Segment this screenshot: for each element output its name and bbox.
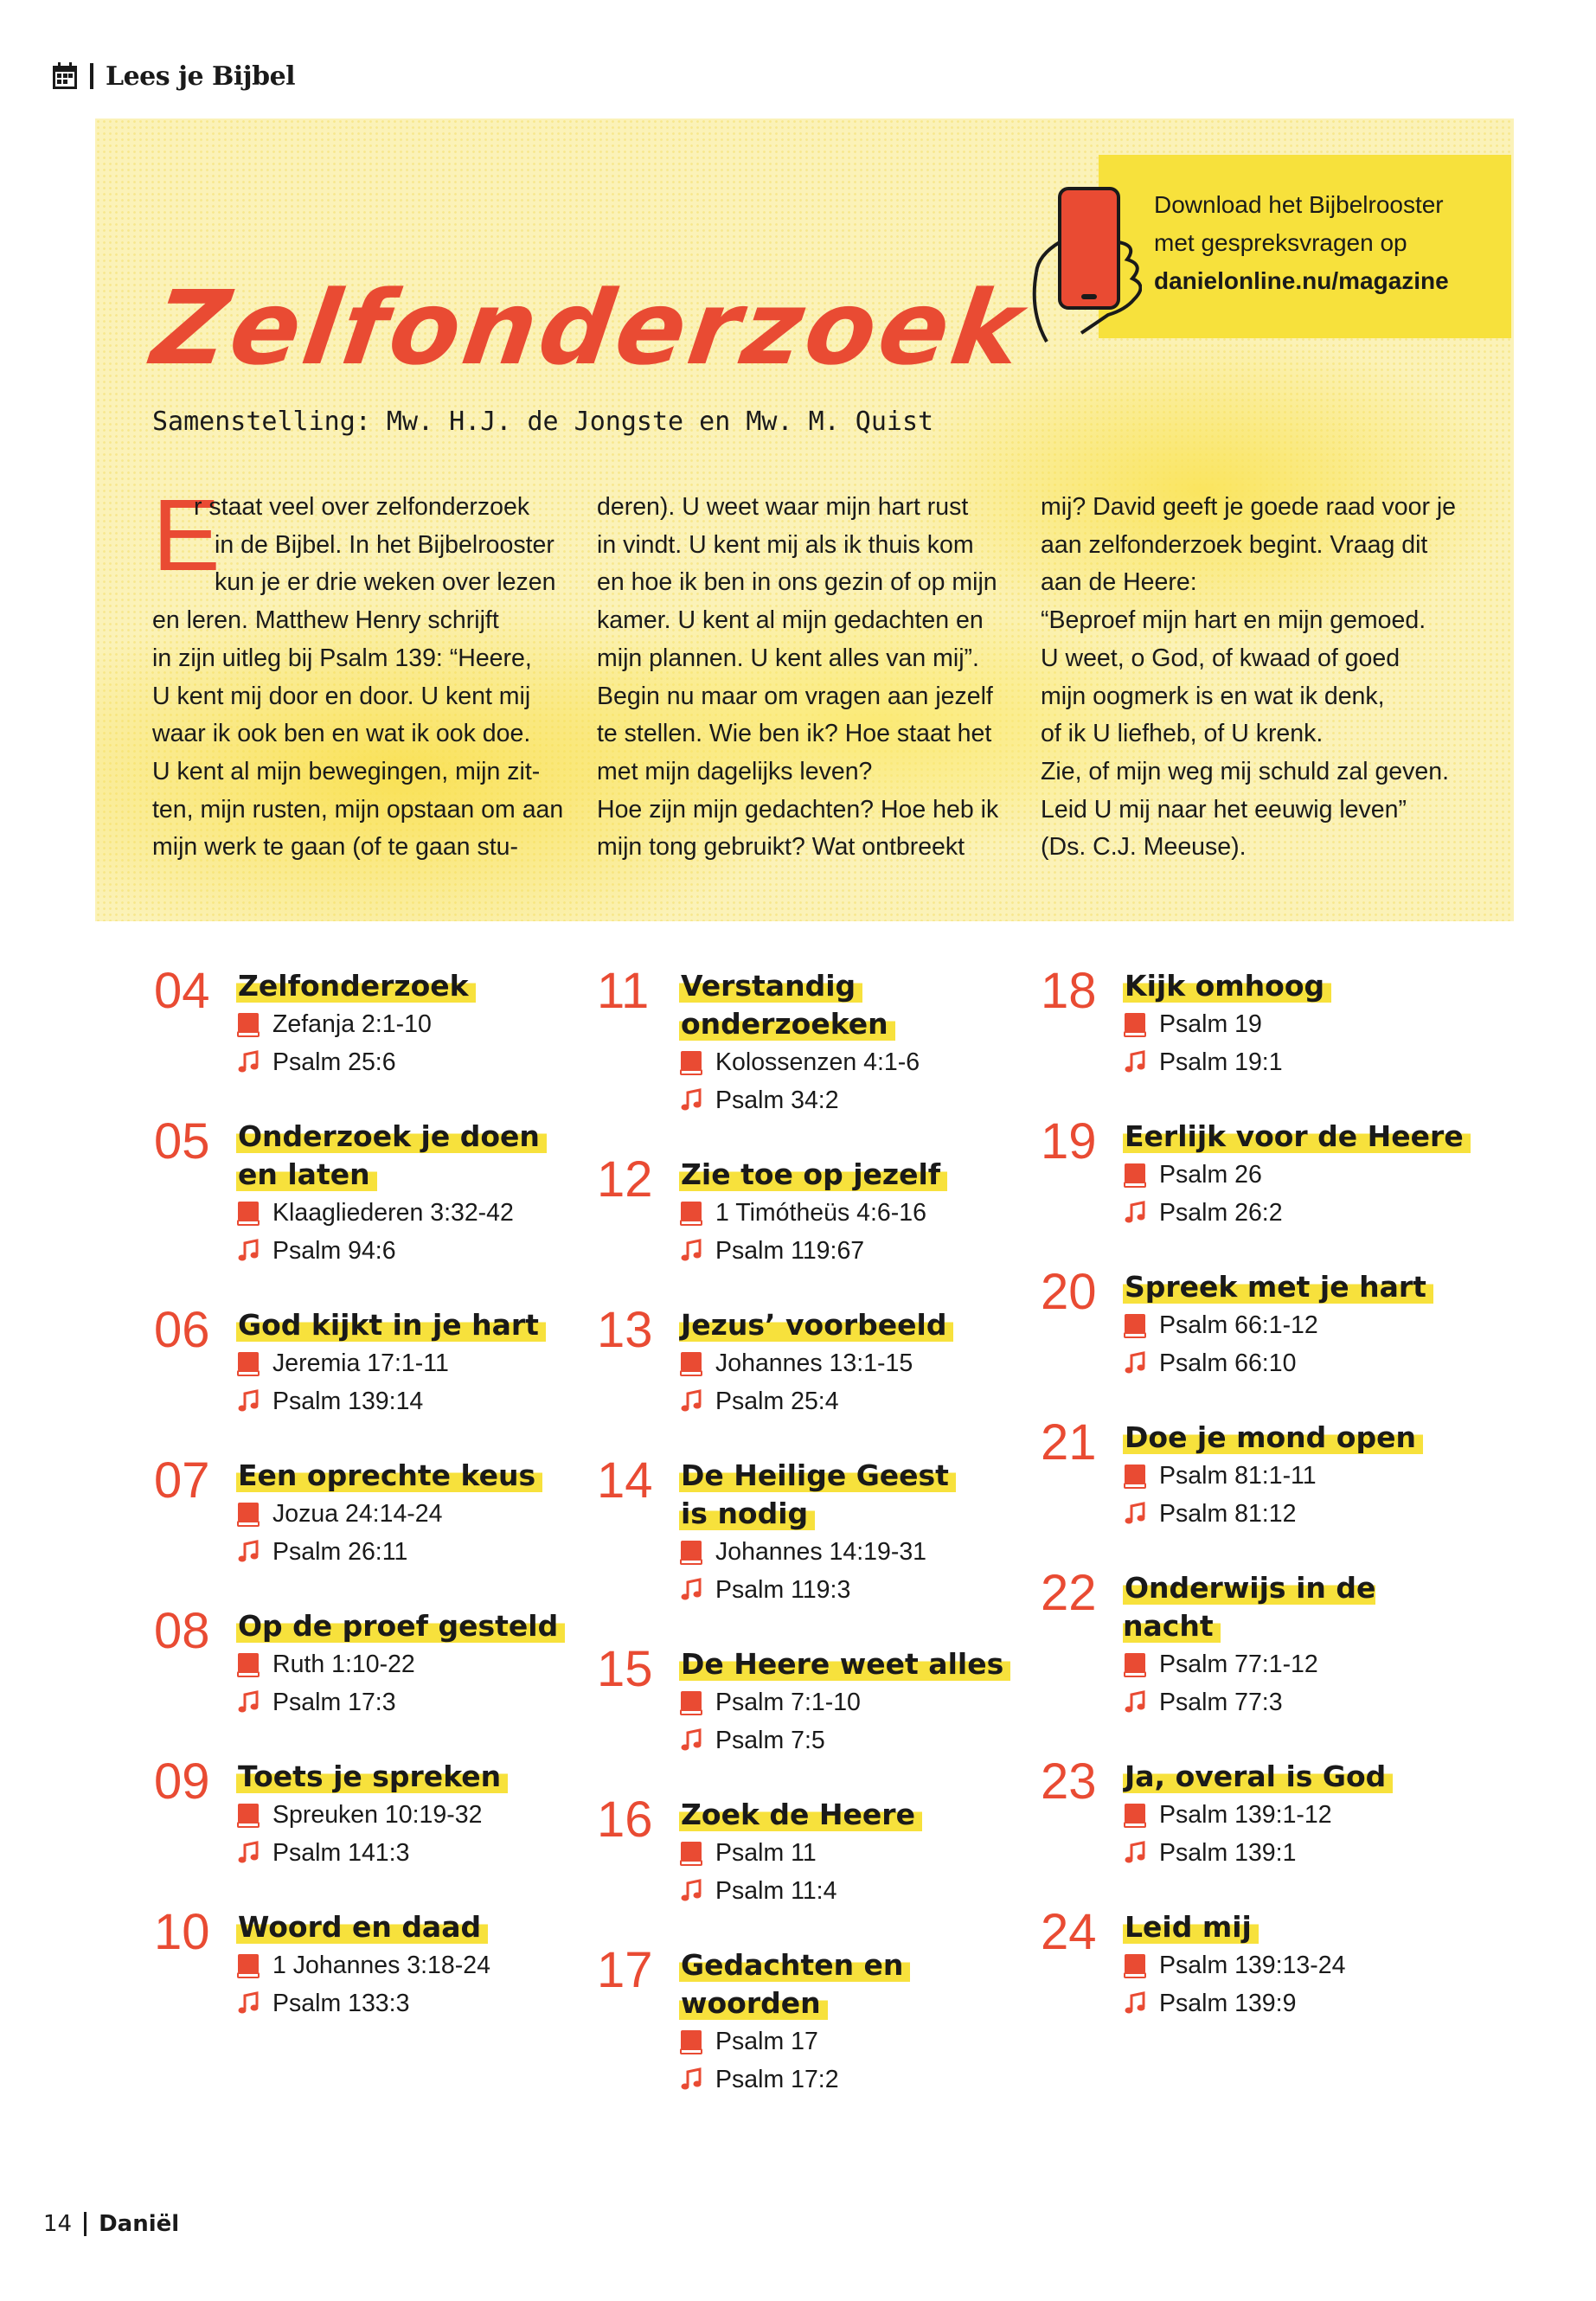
reading-ref: Psalm 11 (715, 1838, 817, 1867)
schedule-entry (154, 1753, 586, 1872)
psalm-ref: Psalm 119:67 (715, 1236, 865, 1265)
intro-line: en leren. Matthew Henry schrijft (152, 606, 499, 635)
bible-icon (679, 2029, 703, 2054)
psalm-reference (1123, 1683, 1473, 1721)
entry-title (1123, 1908, 1473, 1946)
psalm-reference (679, 1081, 1029, 1119)
entry-title-line: Zoek de Heere (679, 1798, 922, 1831)
reading-ref: Spreuken 10:19-32 (272, 1800, 483, 1829)
bible-icon (236, 1200, 260, 1226)
bible-icon (1123, 1162, 1147, 1188)
bible-reading (236, 1344, 586, 1382)
music-note-icon (1123, 1689, 1147, 1715)
day-number: 16 (597, 1791, 653, 1848)
day-number: 14 (597, 1452, 653, 1509)
entry-title-line: Een oprechte keus (236, 1458, 542, 1492)
psalm-reference (1123, 1495, 1473, 1533)
psalm-ref: Psalm 81:12 (1159, 1499, 1297, 1528)
schedule-entry (597, 1452, 1029, 1609)
bible-icon (236, 1802, 260, 1828)
intro-line: mijn werk te gaan (of te gaan stu- (152, 833, 518, 862)
psalm-reference (236, 1834, 586, 1872)
day-number: 08 (154, 1603, 210, 1659)
music-note-icon (679, 1087, 703, 1113)
bible-reading (236, 1796, 586, 1834)
music-note-icon (236, 1238, 260, 1264)
bible-icon (679, 1689, 703, 1715)
psalm-ref: Psalm 139:9 (1159, 1989, 1297, 2017)
reading-ref: Klaagliederen 3:32-42 (272, 1198, 514, 1227)
psalm-ref: Psalm 141:3 (272, 1838, 410, 1867)
bible-reading (1123, 1306, 1473, 1344)
psalm-reference (679, 1571, 1029, 1609)
bible-reading (679, 1194, 1029, 1232)
bible-reading (236, 1194, 586, 1232)
reading-ref: Psalm 139:1-12 (1159, 1800, 1332, 1829)
psalm-ref: Psalm 26:2 (1159, 1198, 1283, 1227)
music-note-icon (236, 1539, 260, 1565)
reading-ref: Zefanja 2:1-10 (272, 1009, 432, 1038)
entry-title (1123, 1118, 1473, 1156)
music-note-icon (679, 2067, 703, 2093)
psalm-ref: Psalm 94:6 (272, 1236, 396, 1265)
reading-ref: Psalm 66:1-12 (1159, 1311, 1318, 1339)
reading-ref: 1 Johannes 3:18-24 (272, 1951, 490, 1979)
schedule-column-1 (154, 963, 586, 2059)
download-link[interactable]: danielonline.nu/magazine (1154, 267, 1449, 294)
bible-reading (1123, 1156, 1473, 1194)
entry-title-line: Zelfonderzoek (236, 969, 476, 1003)
running-header (52, 57, 295, 95)
bible-icon (236, 1011, 260, 1037)
psalm-reference (1123, 1043, 1473, 1081)
entry-title-line: Zie toe op jezelf (679, 1157, 947, 1191)
entry-title (679, 1645, 1029, 1683)
reading-ref: Psalm 19 (1159, 1009, 1262, 1038)
entry-title (236, 1607, 586, 1645)
entry-title (679, 1946, 1029, 2022)
magazine-name: Daniël (99, 2211, 180, 2237)
psalm-reference (236, 1043, 586, 1081)
entry-title (679, 1796, 1029, 1834)
intro-line: in de Bijbel. In het Bijbelrooster (215, 530, 554, 559)
entry-title (1123, 1758, 1473, 1796)
bible-icon (236, 1952, 260, 1978)
entry-title-line: Jezus’ voorbeeld (679, 1308, 953, 1342)
bible-reading (679, 1834, 1029, 1872)
music-note-icon (1123, 1350, 1147, 1376)
entry-title-line: Leid mij (1123, 1910, 1259, 1944)
music-note-icon (1123, 1990, 1147, 2016)
entry-title-line: Eerlijk voor de Heere (1123, 1119, 1471, 1153)
byline: Samenstelling: Mw. H.J. de Jongste en Mw. M. Quist (152, 407, 934, 437)
bible-icon (679, 1539, 703, 1565)
psalm-ref: Psalm 11:4 (715, 1876, 837, 1905)
reading-ref: Psalm 7:1-10 (715, 1688, 861, 1716)
day-number: 18 (1041, 963, 1097, 1019)
bible-reading (1123, 1946, 1473, 1984)
intro-line: U kent mij door en door. U kent mij (152, 682, 531, 710)
music-note-icon (236, 1990, 260, 2016)
psalm-reference (1123, 1194, 1473, 1232)
entry-title (236, 1118, 586, 1194)
schedule-entry (597, 1151, 1029, 1270)
entry-title (236, 967, 586, 1005)
bible-reading (236, 1495, 586, 1533)
entry-title-line: is nodig (679, 1497, 815, 1530)
schedule-entry (1041, 1414, 1473, 1533)
entry-title-line: Onderwijs in de nacht (1123, 1571, 1376, 1643)
bible-reading (679, 1043, 1029, 1081)
bible-reading (679, 1683, 1029, 1721)
music-note-icon (679, 1577, 703, 1603)
day-number: 21 (1041, 1414, 1097, 1471)
music-note-icon (1123, 1840, 1147, 1866)
psalm-reference (236, 1382, 586, 1420)
entry-title (679, 967, 1029, 1043)
psalm-ref: Psalm 17:2 (715, 2065, 839, 2093)
music-note-icon (236, 1689, 260, 1715)
psalm-reference (236, 1683, 586, 1721)
bible-reading (679, 2022, 1029, 2061)
intro-line: ten, mijn rusten, mijn opstaan om aan (152, 795, 564, 824)
psalm-ref: Psalm 25:4 (715, 1387, 839, 1415)
psalm-ref: Psalm 139:1 (1159, 1838, 1297, 1867)
schedule-entry (154, 1904, 586, 2022)
bible-reading (236, 1005, 586, 1043)
bible-icon (679, 1200, 703, 1226)
bible-icon (1123, 1802, 1147, 1828)
bible-icon (236, 1501, 260, 1527)
reading-ref: Psalm 139:13-24 (1159, 1951, 1346, 1979)
bible-reading (236, 1946, 586, 1984)
schedule-entry (1041, 1753, 1473, 1872)
reading-ref: Kolossenzen 4:1-6 (715, 1048, 920, 1076)
entry-title-line: Op de proef gesteld (236, 1609, 565, 1643)
psalm-ref: Psalm 66:10 (1159, 1349, 1297, 1377)
entry-title (236, 1908, 586, 1946)
psalm-ref: Psalm 17:3 (272, 1688, 396, 1716)
psalm-reference (1123, 1344, 1473, 1382)
entry-title-line: Gedachten en (679, 1948, 910, 1982)
schedule-entry (154, 1452, 586, 1571)
reading-ref: Johannes 13:1-15 (715, 1349, 913, 1377)
day-number: 12 (597, 1151, 653, 1208)
entry-title (236, 1758, 586, 1796)
schedule-entry (1041, 1113, 1473, 1232)
reading-ref: Ruth 1:10-22 (272, 1650, 415, 1678)
day-number: 05 (154, 1113, 210, 1170)
bible-icon (679, 1840, 703, 1866)
intro-line: r staat veel over zelfonderzoek (194, 493, 530, 521)
header-divider (90, 63, 93, 89)
download-callout (1099, 155, 1511, 338)
day-number: 22 (1041, 1565, 1097, 1621)
psalm-ref: Psalm 119:3 (715, 1575, 851, 1604)
psalm-reference (1123, 1984, 1473, 2022)
psalm-ref: Psalm 77:3 (1159, 1688, 1283, 1716)
schedule-entry (597, 1302, 1029, 1420)
entry-title-line: God kijkt in je hart (236, 1308, 546, 1342)
intro-column-2: deren). U weet waar mijn hart rust in vindt. U kent mij als ik thuis kom en hoe ik ben in ons gezin of op mijn kamer. U kent al mijn gedachten en mijn plannen. U kent alles van mij”. Begin nu maar om vragen aan jezelf te stellen. Wie ben ik? Hoe staat het met mijn dagelijks leven? Hoe zijn mijn gedachten? Hoe heb ik mijn tong gebruikt? Wat ontbreekt (597, 493, 999, 862)
page-footer (43, 2211, 179, 2237)
schedule-entry (154, 1113, 586, 1270)
schedule-entry (154, 1302, 586, 1420)
reading-ref: Psalm 81:1-11 (1159, 1461, 1317, 1490)
day-number: 15 (597, 1641, 653, 1697)
psalm-reference (679, 1232, 1029, 1270)
intro-column-3: mij? David geeft je goede raad voor je aan zelfonderzoek begint. Vraag dit aan de Heere: “Beproef mijn hart en mijn gemoed. U weet, o God, of kwaad of goed mijn oogmerk is en wat ik denk, of ik U liefheb, of U krenk. Zie, of mijn weg mij schuld zal geven. Leid U mij naar het eeuwig leven” (Ds. C.J. Meeuse). (1041, 493, 1457, 862)
psalm-ref: Psalm 7:5 (715, 1726, 825, 1754)
phone-icon (1012, 182, 1142, 346)
intro-line: kun je er drie weken over lezen (215, 568, 556, 597)
reading-ref: Psalm 77:1-12 (1159, 1650, 1318, 1678)
psalm-reference (236, 1533, 586, 1571)
entry-title (1123, 967, 1473, 1005)
psalm-ref: Psalm 26:11 (272, 1537, 408, 1566)
entry-title-line: Spreek met je hart (1123, 1270, 1433, 1304)
bible-icon (1123, 1651, 1147, 1677)
psalm-reference (679, 2061, 1029, 2099)
psalm-reference (236, 1232, 586, 1270)
entry-title-line: Ja, overal is God (1123, 1759, 1393, 1793)
psalm-ref: Psalm 25:6 (272, 1048, 396, 1076)
page-title: Zelfonderzoek (145, 268, 1033, 388)
bible-reading (1123, 1796, 1473, 1834)
reading-ref: Psalm 26 (1159, 1160, 1262, 1189)
entry-title (236, 1457, 586, 1495)
entry-title-line: Onderzoek je doen (236, 1119, 547, 1153)
psalm-ref: Psalm 133:3 (272, 1989, 410, 2017)
entry-title (679, 1156, 1029, 1194)
schedule-entry (1041, 1904, 1473, 2022)
schedule-entry (597, 1641, 1029, 1759)
music-note-icon (236, 1049, 260, 1075)
entry-title-line: Kijk omhoog (1123, 969, 1331, 1003)
day-number: 06 (154, 1302, 210, 1358)
music-note-icon (679, 1388, 703, 1414)
schedule-entry (154, 1603, 586, 1721)
bible-icon (1123, 1312, 1147, 1338)
day-number: 04 (154, 963, 210, 1019)
psalm-reference (679, 1872, 1029, 1910)
reading-ref: 1 Timótheüs 4:6-16 (715, 1198, 926, 1227)
bible-icon (236, 1350, 260, 1376)
bible-reading (679, 1344, 1029, 1382)
music-note-icon (679, 1238, 703, 1264)
calendar-icon (52, 62, 78, 90)
intro-column-1 (152, 489, 567, 867)
psalm-reference (1123, 1834, 1473, 1872)
page-number: 14 (43, 2211, 73, 2237)
schedule-entry (1041, 963, 1473, 1081)
entry-title-line: Toets je spreken (236, 1759, 508, 1793)
reading-ref: Psalm 17 (715, 2027, 818, 2055)
day-number: 24 (1041, 1904, 1097, 1960)
music-note-icon (679, 1878, 703, 1904)
day-number: 09 (154, 1753, 210, 1810)
entry-title-line: Woord en daad (236, 1910, 488, 1944)
bible-reading (679, 1533, 1029, 1571)
schedule-entry (597, 1791, 1029, 1910)
bible-reading (236, 1645, 586, 1683)
reading-ref: Jozua 24:14-24 (272, 1499, 443, 1528)
entry-title-line: De Heilige Geest (679, 1458, 956, 1492)
schedule-column-3 (1041, 963, 1473, 2059)
intro-line: waar ik ook ben en wat ik ook doe. (152, 720, 531, 748)
entry-title (679, 1457, 1029, 1533)
psalm-reference (679, 1382, 1029, 1420)
music-note-icon (1123, 1501, 1147, 1527)
music-note-icon (679, 1727, 703, 1753)
bible-icon (1123, 1952, 1147, 1978)
intro-column-1-text (152, 489, 567, 867)
intro-line: in zijn uitleg bij Psalm 139: “Heere, (152, 644, 532, 672)
intro-line: U kent al mijn bewegingen, mijn zit- (152, 757, 541, 785)
day-number: 13 (597, 1302, 653, 1358)
entry-title-line: woorden (679, 1986, 828, 2020)
entry-title (1123, 1268, 1473, 1306)
entry-title (1123, 1569, 1473, 1645)
bible-icon (679, 1049, 703, 1075)
download-line-2: met gespreksvragen op (1154, 229, 1407, 256)
schedule-entry (1041, 1565, 1473, 1721)
reading-ref: Jeremia 17:1-11 (272, 1349, 449, 1377)
psalm-reference (679, 1721, 1029, 1759)
reading-ref: Johannes 14:19-31 (715, 1537, 927, 1566)
bible-icon (1123, 1011, 1147, 1037)
music-note-icon (236, 1388, 260, 1414)
entry-title (1123, 1419, 1473, 1457)
day-number: 19 (1041, 1113, 1097, 1170)
schedule-entry (597, 1942, 1029, 2099)
schedule-entry (1041, 1264, 1473, 1382)
download-line-1: Download het Bijbelrooster (1154, 191, 1444, 218)
day-number: 07 (154, 1452, 210, 1509)
bible-reading (1123, 1645, 1473, 1683)
bible-reading (1123, 1457, 1473, 1495)
footer-divider (84, 2212, 87, 2236)
schedule-entry (597, 963, 1029, 1119)
day-number: 17 (597, 1942, 653, 1998)
day-number: 10 (154, 1904, 210, 1960)
bible-icon (1123, 1463, 1147, 1489)
psalm-ref: Psalm 139:14 (272, 1387, 424, 1415)
music-note-icon (236, 1840, 260, 1866)
bible-reading (1123, 1005, 1473, 1043)
schedule-entry (154, 963, 586, 1081)
day-number: 20 (1041, 1264, 1097, 1320)
entry-title-line: De Heere weet alles (679, 1647, 1010, 1681)
psalm-ref: Psalm 34:2 (715, 1086, 839, 1114)
entry-title-line: onderzoeken (679, 1007, 895, 1041)
entry-title-line: en laten (236, 1157, 377, 1191)
music-note-icon (1123, 1200, 1147, 1226)
section-title: Lees je Bijbel (106, 61, 296, 92)
entry-title (679, 1306, 1029, 1344)
day-number: 11 (597, 963, 650, 1019)
bible-icon (679, 1350, 703, 1376)
bible-icon (236, 1651, 260, 1677)
entry-title (236, 1306, 586, 1344)
psalm-ref: Psalm 19:1 (1159, 1048, 1283, 1076)
schedule-column-2 (597, 963, 1029, 2135)
entry-title-line: Doe je mond open (1123, 1420, 1423, 1454)
day-number: 23 (1041, 1753, 1097, 1810)
drop-cap: E (152, 478, 221, 593)
entry-title-line: Verstandig (679, 969, 862, 1003)
psalm-reference (236, 1984, 586, 2022)
music-note-icon (1123, 1049, 1147, 1075)
